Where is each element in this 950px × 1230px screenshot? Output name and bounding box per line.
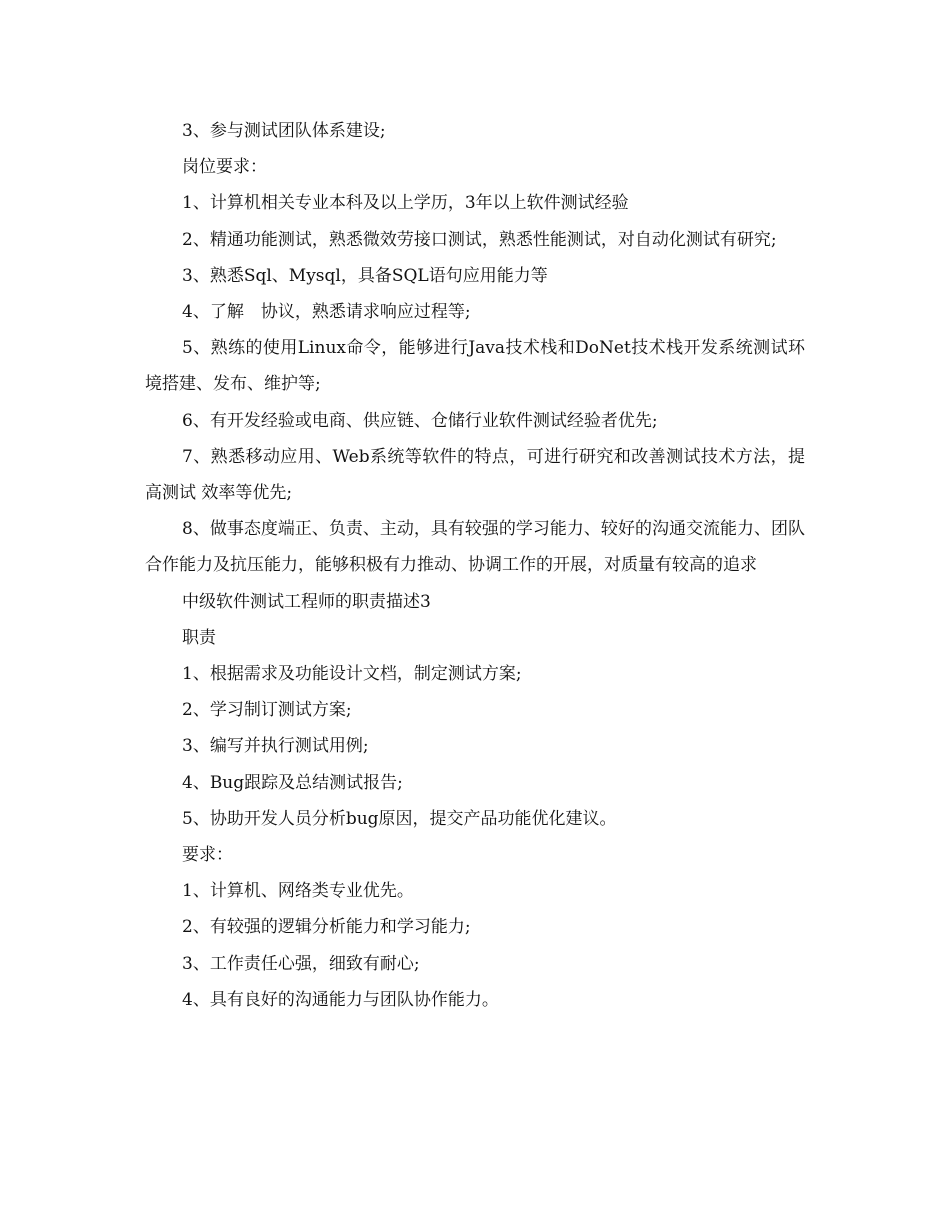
section-heading-requirements: 岗位要求： bbox=[182, 157, 267, 178]
section-heading-duties: 职责 bbox=[182, 627, 216, 648]
paragraph: 3、工作责任心强，细致有耐心; bbox=[182, 953, 420, 974]
paragraph: 2、有较强的逻辑分析能力和学习能力; bbox=[182, 917, 471, 938]
paragraph: 1、计算机、网络类专业优先。 bbox=[182, 881, 414, 902]
paragraph: 2、学习制订测试方案; bbox=[182, 700, 352, 721]
paragraph: 5、协助开发人员分析bug原因，提交产品功能优化建议。 bbox=[182, 808, 617, 829]
paragraph: 3、编写并执行测试用例; bbox=[182, 736, 369, 757]
paragraph: 3、熟悉Sql、Mysql，具备SQL语句应用能力等 bbox=[182, 265, 548, 286]
paragraph: 6、有开发经验或电商、供应链、仓储行业软件测试经验者优先; bbox=[182, 410, 658, 431]
document-body bbox=[145, 113, 805, 1018]
paragraph: 5、熟练的使用Linux命令，能够进行Java技术栈和DoNet技术栈开发系统测试环境搭建、发布、维护等; bbox=[145, 338, 805, 395]
paragraph: 1、计算机相关专业本科及以上学历，3年以上软件测试经验 bbox=[182, 193, 629, 214]
paragraph: 4、Bug跟踪及总结测试报告; bbox=[182, 772, 403, 793]
paragraph: 7、熟悉移动应用、Web系统等软件的特点，可进行研究和改善测试技术方法，提高测试 效率等优先; bbox=[145, 446, 805, 504]
section-title: 中级软件测试工程师的职责描述3 bbox=[182, 591, 431, 612]
paragraph: 3、参与测试团队体系建设; bbox=[182, 121, 386, 141]
paragraph: 1、根据需求及功能设计文档，制定测试方案; bbox=[182, 664, 522, 685]
section-heading-requirements: 要求： bbox=[182, 845, 233, 866]
paragraph: 4、了解 协议，熟悉请求响应过程等; bbox=[182, 302, 471, 323]
paragraph: 8、做事态度端正、负责、主动，具有较强的学习能力、较好的沟通交流能力、团队合作能力及抗压能力，能够积极有力推动、协调工作的开展，对质量有较高的追求 bbox=[145, 519, 805, 576]
paragraph: 4、具有良好的沟通能力与团队协作能力。 bbox=[182, 989, 499, 1010]
paragraph: 2、精通功能测试，熟悉微效劳接口测试，熟悉性能测试，对自动化测试有研究; bbox=[182, 229, 777, 250]
